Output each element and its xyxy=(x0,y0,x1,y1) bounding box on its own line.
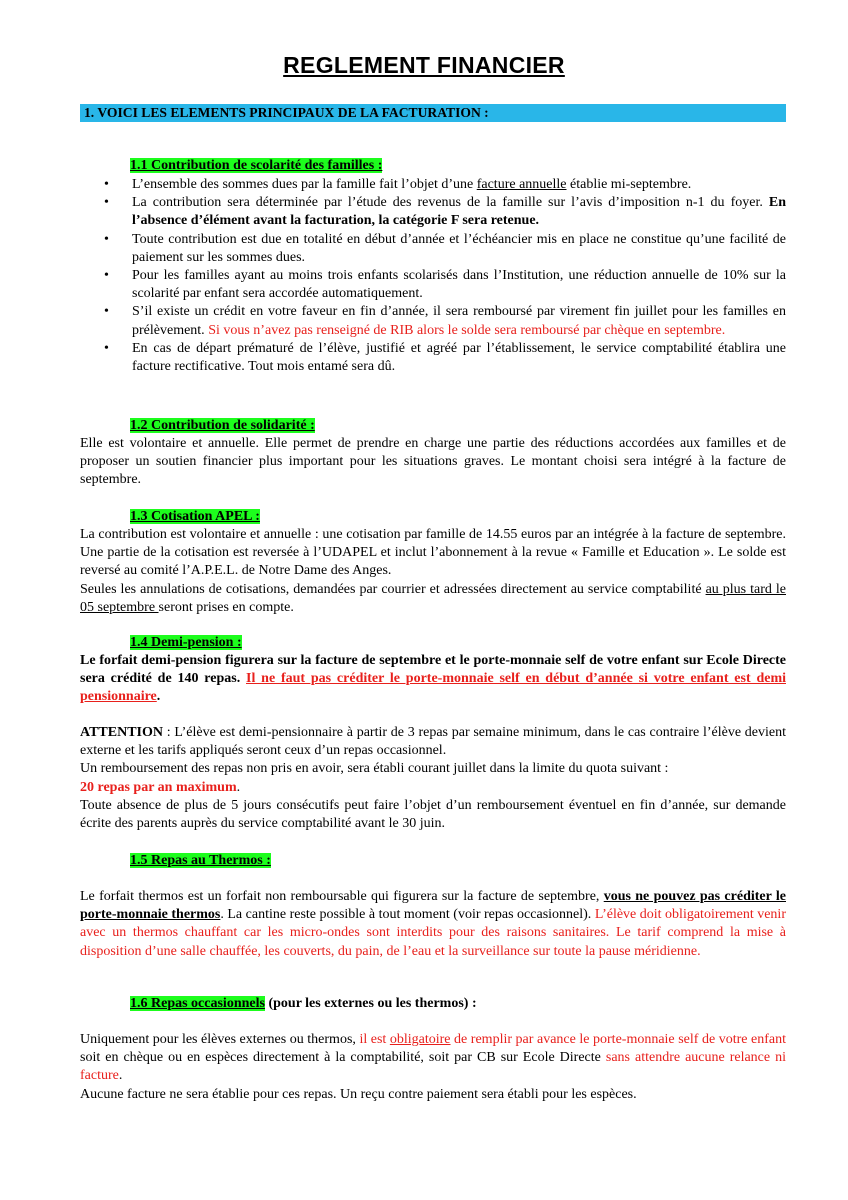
thermos-paragraph: Le forfait thermos est un forfait non remboursable qui figurera sur la facture de septembre, vous ne pouvez pas créditer le porte-monnaie thermos. La cantine reste possible à tout moment (voir repas occasionnel). L’élève doit obligatoirement venir avec un thermos chauffant car les micro-ondes sont interdits pour des raisons sanitaires. Le tarif comprend la mise à disposition d’une salle chauffée, les couverts, du pain, de l’eau et la surveillance sur toute la pause méridienne. xyxy=(80,889,786,959)
list-item: • L’ensemble des sommes dues par la famille fait l’objet d’une facture annuelle établie mi-septembre. xyxy=(104,176,786,194)
subheading-thermos-label: 1.5 Repas au Thermos : xyxy=(130,853,271,868)
subheading-scolarite xyxy=(130,157,382,175)
subheading-solidarite xyxy=(130,417,315,435)
apel-paragraph: La contribution est volontaire et annuelle : une cotisation par famille de 14.55 euros par an intégrée à la facture de septembre. Une partie de la cotisation est reversée à l’UDAPEL et inclut l’abonnement à la revue « Famille et Education ». Le solde est reversé au comité l’A.P.E.L. de Notre Dame des Anges. Seules les annulations de cotisations, demandées par courrier et adressées directement au service comptabilité au plus tard le 05 septembre seront prises en compte. xyxy=(80,527,786,615)
list-item: • En cas de départ prématuré de l’élève, justifié et agréé par l’établissement, le service comptabilité établira une facture rectificative. Tout mois entamé sera dû. xyxy=(104,340,786,376)
subheading-apel xyxy=(130,508,260,526)
list-item: • S’il existe un crédit en votre faveur en fin d’année, il sera remboursé par virement fin juillet pour les familles en prélèvement. Si vous n’avez pas renseigné de RIB alors le solde sera remboursé par chèque en septembre. xyxy=(104,303,786,339)
demi-pension-paragraph: Le forfait demi-pension figurera sur la facture de septembre et le porte-monnaie self de votre enfant sur Ecole Directe sera crédité de 140 repas. Il ne faut pas créditer le porte-monnaie self en début d’année si votre enfant est demi pensionnaire. xyxy=(80,653,786,705)
subheading-apel-label: 1.3 Cotisation APEL : xyxy=(130,509,260,524)
subheading-scolarite-label: 1.1 Contribution de scolarité des familles : xyxy=(130,158,383,173)
page-title: REGLEMENT FINANCIER xyxy=(283,52,565,78)
list-item: • La contribution sera déterminée par l’étude des revenus de la famille sur l’avis d’imposition n-1 du foyer. En l’absence d’élément avant la facturation, la catégorie F sera retenue. xyxy=(104,194,786,230)
list-item: • Toute contribution est due en totalité en début d’année et l’échéancier mis en place ne constitue qu’une facilité de paiement sur les sommes dues. xyxy=(104,231,786,267)
solidarite-paragraph: Elle est volontaire et annuelle. Elle permet de prendre en charge une partie des réductions accordées aux familles et de proposer un soutien financier plus important pour les situations graves. Le montant choisi sera intégré à la facture de septembre. xyxy=(80,436,786,488)
subheading-solidarite-label: 1.2 Contribution de solidarité : xyxy=(130,418,315,433)
attention-label: ATTENTION xyxy=(80,725,163,740)
subheading-thermos xyxy=(130,852,271,870)
subheading-demi-pension xyxy=(130,634,242,652)
scolarite-bullet-list xyxy=(104,176,786,376)
subheading-repas-occasionnels-label: 1.6 Repas occasionnels xyxy=(130,996,265,1011)
attention-paragraph: ATTENTION : L’élève est demi-pensionnaire à partir de 3 repas par semaine minimum, dans le cas contraire l’élève devient externe et les tarifs appliqués seront ceux d’un repas occasionnel. Un remboursement des repas non pris en avoir, sera établi courant juillet dans la limite du quota suivant : 20 repas par an maximum. Toute absence de plus de 5 jours consécutifs peut faire l’objet d’un remboursement éventuel en fin d’année, sur demande écrite des parents auprès du service comptabilité avant le 30 juin. xyxy=(80,725,786,832)
repas-occasionnels-paragraph: Uniquement pour les élèves externes ou thermos, il est obligatoire de remplir par avance le porte-monnaie self de votre enfant soit en chèque ou en espèces directement à la comptabilité, soit par CB sur Ecole Directe sans attendre aucune relance ni facture. Aucune facture ne sera établie pour ces repas. Un reçu contre paiement sera établi pour les espèces. xyxy=(80,1032,787,1102)
list-item: • Pour les familles ayant au moins trois enfants scolarisés dans l’Institution, une réduction annuelle de 10% sur la scolarité par enfant sera accordée automatiquement. xyxy=(104,267,786,303)
subheading-demi-pension-label: 1.4 Demi-pension : xyxy=(130,635,242,650)
quota-text: 20 repas par an maximum xyxy=(80,779,237,795)
subheading-repas-occasionnels: 1.6 Repas occasionnels (pour les externes ou les thermos) : xyxy=(130,996,477,1011)
section-heading-facturation: 1. VOICI LES ELEMENTS PRINCIPAUX DE LA FACTURATION : xyxy=(80,104,786,122)
